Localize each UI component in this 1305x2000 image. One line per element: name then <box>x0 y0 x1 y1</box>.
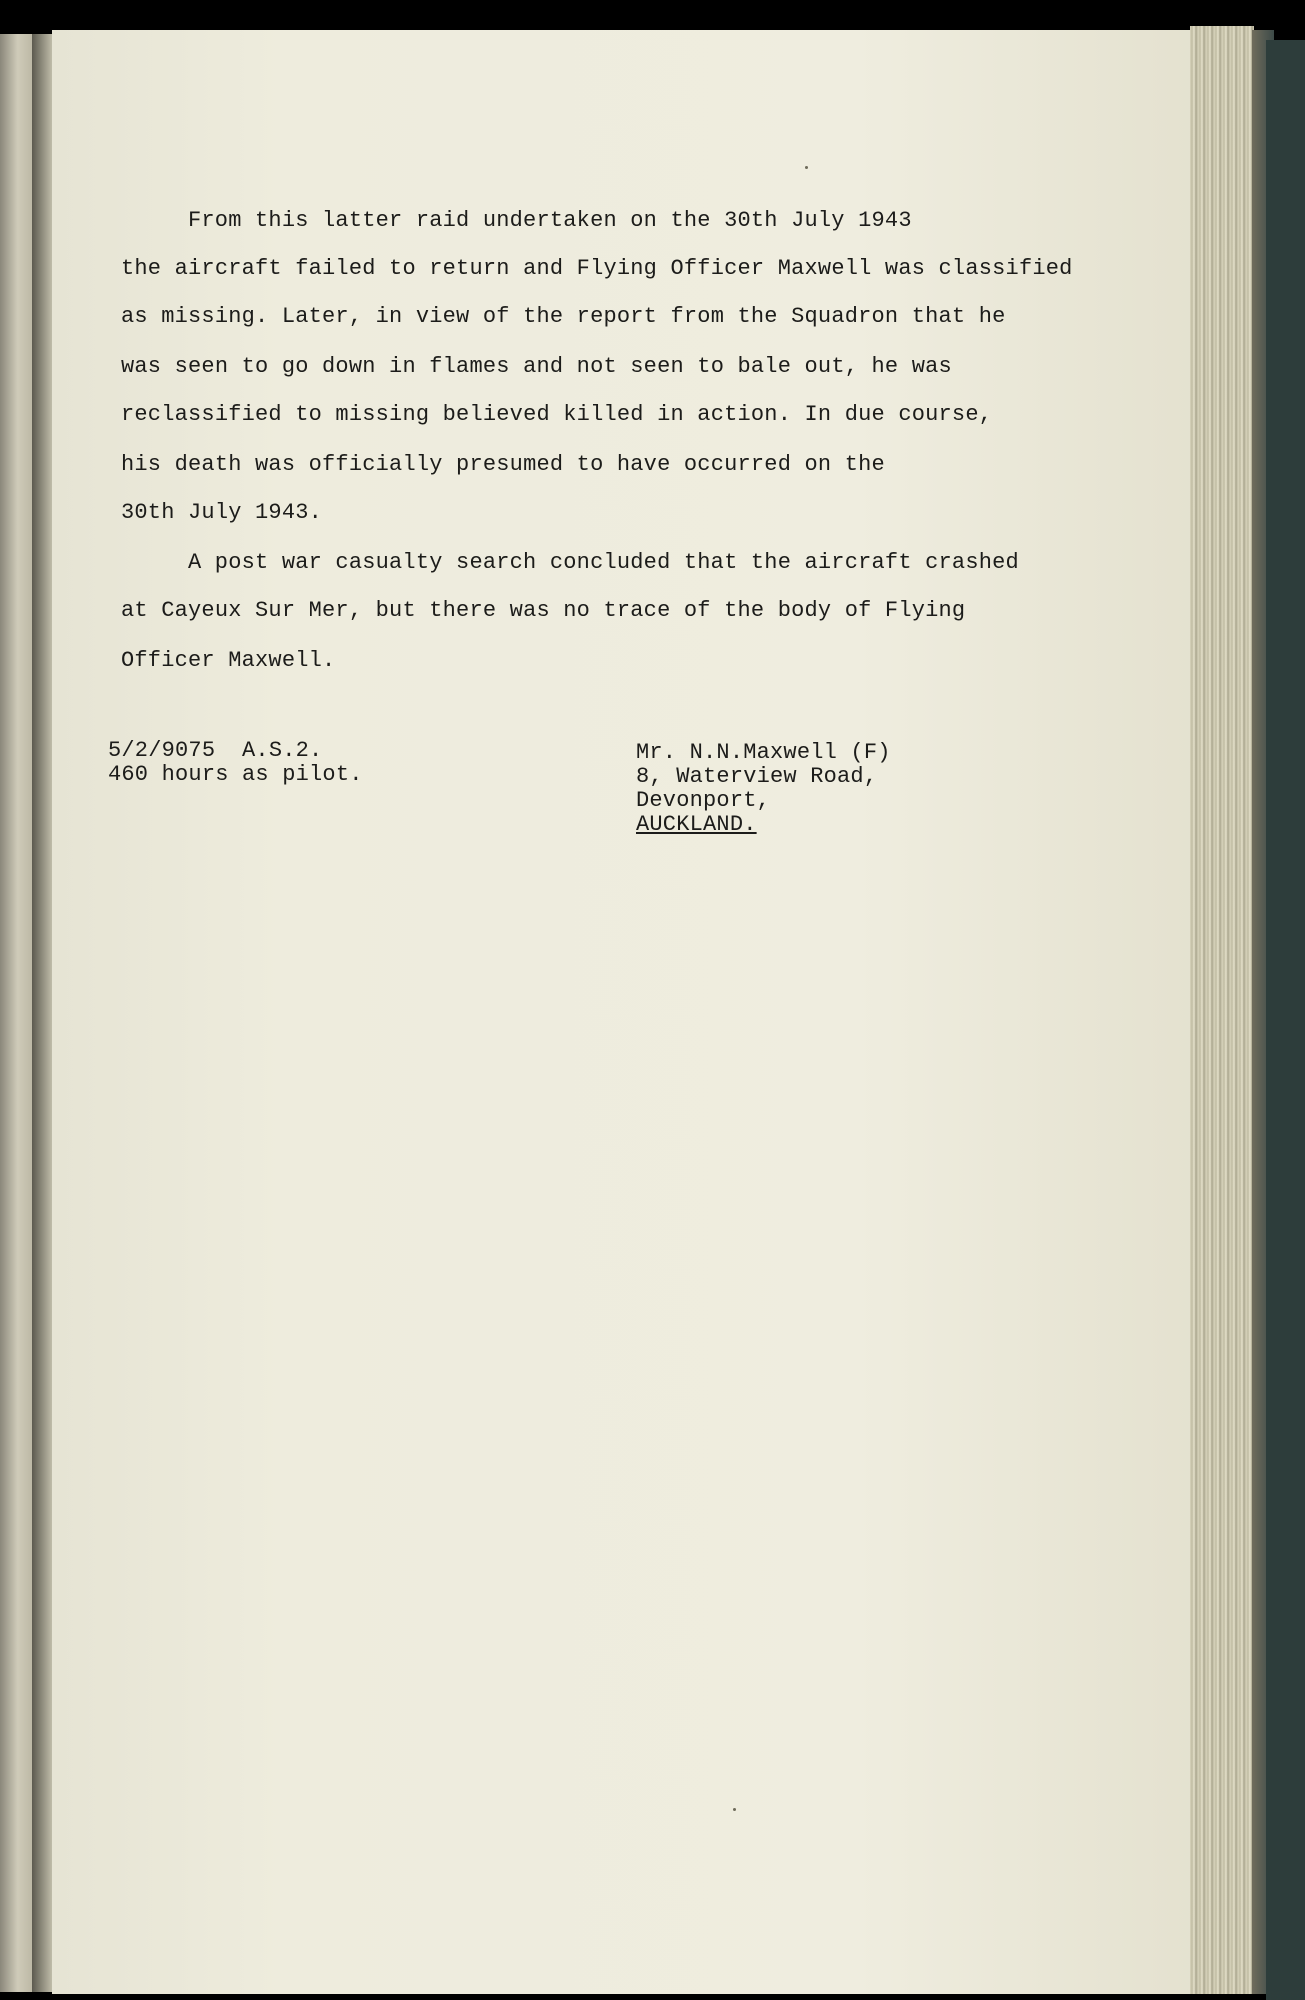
flying-hours: 460 hours as pilot. <box>108 762 363 787</box>
body-line: A post war casualty search concluded that the aircraft crashed <box>188 550 1019 575</box>
body-line: reclassified to missing believed killed in action. In due course, <box>121 402 993 427</box>
previous-page-edge <box>0 34 32 1992</box>
body-line: at Cayeux Sur Mer, but there was no trace of the body of Flying <box>121 598 966 623</box>
body-line: 30th July 1943. <box>121 500 323 525</box>
binding-shadow <box>32 34 54 1992</box>
next-of-kin-name: Mr. N.N.Maxwell (F) <box>636 740 891 765</box>
paper-speck <box>805 166 808 169</box>
page-stack-edges <box>1190 26 1254 1994</box>
book-cover-edge <box>1266 40 1305 2000</box>
next-of-kin-street: 8, Waterview Road, <box>636 764 878 789</box>
body-line: was seen to go down in flames and not seen to bale out, he was <box>121 354 952 379</box>
next-of-kin-suburb: Devonport, <box>636 788 771 813</box>
body-line: as missing. Later, in view of the report from the Squadron that he <box>121 304 1006 329</box>
body-line: his death was officially presumed to have occurred on the <box>121 452 885 477</box>
file-reference-number: 5/2/9075 A.S.2. <box>108 738 323 763</box>
paper-speck <box>733 1808 736 1811</box>
body-line: the aircraft failed to return and Flying Officer Maxwell was classified <box>121 256 1073 281</box>
body-line: Officer Maxwell. <box>121 648 336 673</box>
next-of-kin-city: AUCKLAND. <box>636 812 757 837</box>
body-line: From this latter raid undertaken on the 30th July 1943 <box>188 208 912 233</box>
